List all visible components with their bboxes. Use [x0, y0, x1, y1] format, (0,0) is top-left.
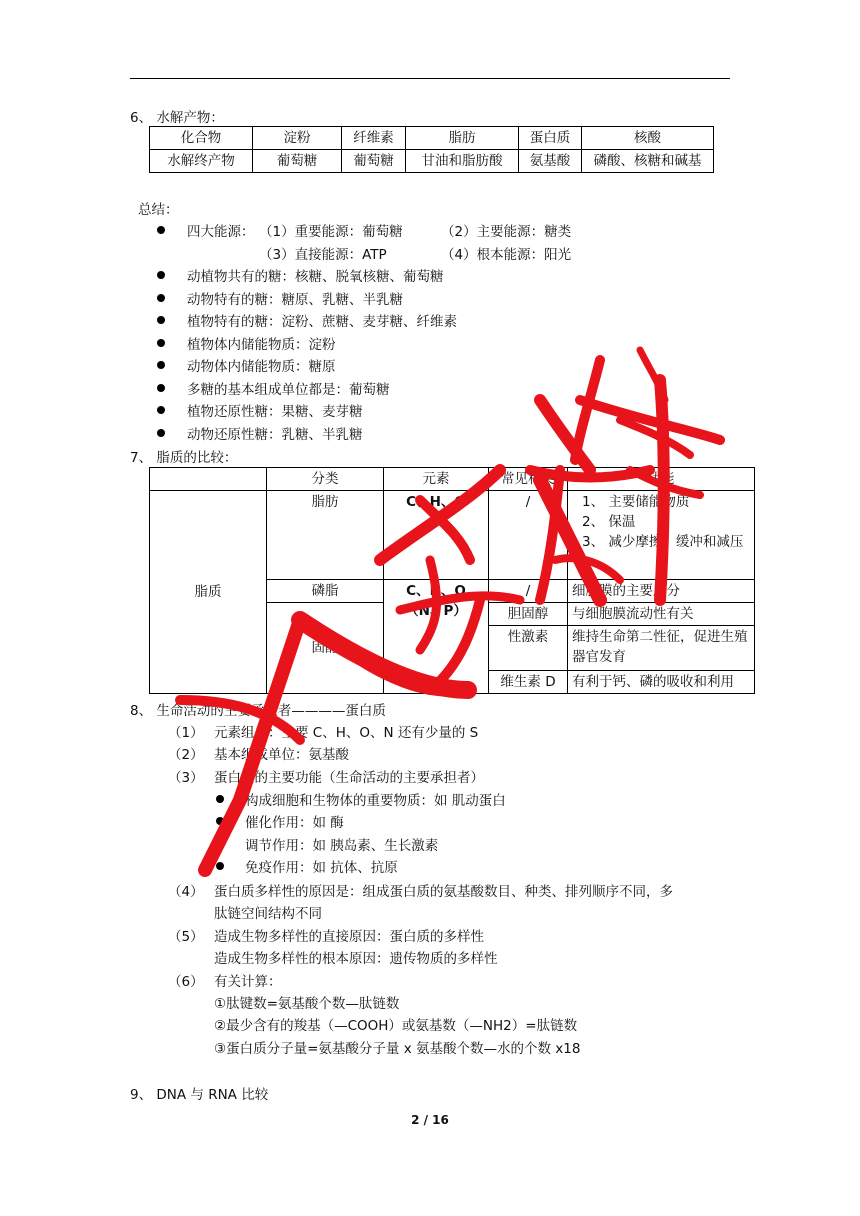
summary-item: 动物还原性糖：乳糖、半乳糖: [187, 427, 363, 443]
page-number: 2 / 16: [411, 1113, 449, 1127]
header-cell: 分类: [267, 468, 384, 491]
header-cell: 元素: [384, 468, 489, 491]
item-text: 造成生物多样性的直接原因：蛋白质的多样性: [214, 929, 484, 945]
calc-line: ②最少含有的羧基（—COOH）或氨基数（—NH2）=肽链数: [214, 1018, 578, 1034]
table-cell: 水解终产物: [150, 150, 253, 173]
bullet-icon: [216, 795, 224, 803]
header-rule: [130, 78, 730, 79]
summary-item: 动物特有的糖：糖原、乳糖、半乳糖: [187, 292, 403, 308]
sterol-function: 有利于钙、磷的吸收和利用: [568, 671, 755, 694]
phospholipid-name: 磷脂: [267, 580, 384, 603]
function-line: 1、 主要储能物质: [582, 494, 690, 510]
sterol-type: 胆固醇: [489, 603, 568, 626]
function-item: 催化作用：如 酶: [245, 815, 344, 831]
table-cell: 核酸: [582, 127, 714, 150]
phospholipid-types: /: [489, 580, 568, 603]
item-number: （2）: [168, 747, 204, 763]
summary-item: 多糖的基本组成单位都是：葡萄糖: [187, 382, 390, 398]
table-cell: 淀粉: [253, 127, 342, 150]
bullet-icon: [157, 339, 165, 347]
item-text: 蛋白质的主要功能（生命活动的主要承担者）: [214, 770, 484, 786]
function-item: 调节作用：如 胰岛素、生长激素: [245, 838, 439, 854]
function-item: 构成细胞和生物体的重要物质：如 肌动蛋白: [245, 793, 506, 809]
lipid-table: [149, 467, 755, 694]
summary-title: 总结：: [138, 202, 179, 218]
function-item: 免疫作用：如 抗体、抗原: [245, 860, 398, 876]
bullet-icon: [157, 294, 165, 302]
item-number: （4）: [168, 884, 204, 900]
item-number: （5）: [168, 929, 204, 945]
item-text: 肽链空间结构不同: [214, 906, 322, 922]
calc-line: ③蛋白质分子量=氨基酸分子量 x 氨基酸个数—水的个数 x18: [214, 1041, 581, 1057]
table-row: [150, 150, 714, 173]
fat-functions: [568, 491, 755, 580]
section-6-heading: 6、 水解产物：: [130, 110, 224, 126]
table-cell: 蛋白质: [519, 127, 582, 150]
fat-name: 脂肪: [267, 491, 384, 580]
summary-item: 植物体内储能物质：淀粉: [187, 337, 336, 353]
sterol-function: 与细胞膜流动性有关: [568, 603, 755, 626]
item-text: 基本组成单位：氨基酸: [214, 747, 349, 763]
item-text: 蛋白质多样性的原因是：组成蛋白质的氨基酸数目、种类、排列顺序不同，多: [214, 884, 673, 900]
table-row: [150, 491, 755, 580]
phospholipid-elements: C、H、O（N、P）: [384, 580, 489, 694]
fat-elements: C、H、O: [384, 491, 489, 580]
hydrolysis-table: [149, 126, 714, 173]
table-cell: 葡萄糖: [253, 150, 342, 173]
item-text: 有关计算：: [214, 974, 282, 990]
energy-item: （2）主要能源：糖类: [441, 224, 572, 240]
fat-types: /: [489, 491, 568, 580]
item-text: 造成生物多样性的根本原因：遗传物质的多样性: [214, 951, 498, 967]
header-cell: 常见种类: [489, 468, 568, 491]
phospholipid-function: 细胞膜的主要成分: [568, 580, 755, 603]
section-8-heading: 8、 生命活动的主要承担者————蛋白质: [130, 703, 386, 719]
section-9-heading: 9、 DNA 与 RNA 比较: [130, 1087, 269, 1103]
bullet-icon: [216, 840, 224, 848]
group-cell: 脂质: [150, 491, 267, 694]
item-text: 元素组成：主要 C、H、O、N 还有少量的 S: [214, 725, 479, 741]
bullet-icon: [157, 384, 165, 392]
sterol-type: 性激素: [489, 626, 568, 671]
section-7-heading: 7、 脂质的比较：: [130, 450, 238, 466]
item-number: （6）: [168, 974, 204, 990]
function-line: 3、 减少摩擦，缓冲和减压: [582, 534, 744, 550]
header-cell: 功能: [568, 468, 755, 491]
table-row: [150, 468, 755, 491]
table-cell: 葡萄糖: [342, 150, 406, 173]
summary-item: 植物还原性糖：果糖、麦芽糖: [187, 404, 363, 420]
table-row: [150, 127, 714, 150]
table-cell: 氨基酸: [519, 150, 582, 173]
table-cell: 化合物: [150, 127, 253, 150]
summary-item: 植物特有的糖：淀粉、蔗糖、麦芽糖、纤维素: [187, 314, 457, 330]
energy-item: （1）重要能源：葡萄糖: [259, 224, 403, 240]
summary-item: 动物体内储能物质：糖原: [187, 359, 336, 375]
item-number: （1）: [168, 725, 204, 741]
function-line: 2、 保温: [582, 514, 636, 530]
bullet-icon: [157, 316, 165, 324]
energy-label: 四大能源：: [187, 224, 255, 240]
bullet-icon: [157, 226, 165, 234]
bullet-icon: [157, 429, 165, 437]
item-number: （3）: [168, 770, 204, 786]
bullet-icon: [216, 817, 224, 825]
table-cell: 磷酸、核糖和碱基: [582, 150, 714, 173]
bullet-icon: [157, 406, 165, 414]
table-cell: 纤维素: [342, 127, 406, 150]
calc-line: ①肽键数=氨基酸个数—肽链数: [214, 996, 400, 1012]
table-cell: 甘油和脂肪酸: [406, 150, 519, 173]
energy-item: （3）直接能源：ATP: [259, 247, 387, 263]
table-cell: 脂肪: [406, 127, 519, 150]
sterol-type: 维生素 D: [489, 671, 568, 694]
bullet-icon: [157, 271, 165, 279]
bullet-icon: [216, 862, 224, 870]
bullet-icon: [157, 361, 165, 369]
sterol-name: 固醇: [267, 603, 384, 694]
sterol-function: 维持生命第二性征，促进生殖器官发育: [568, 626, 755, 671]
summary-item: 动植物共有的糖：核糖、脱氧核糖、葡萄糖: [187, 269, 444, 285]
energy-item: （4）根本能源：阳光: [441, 247, 572, 263]
